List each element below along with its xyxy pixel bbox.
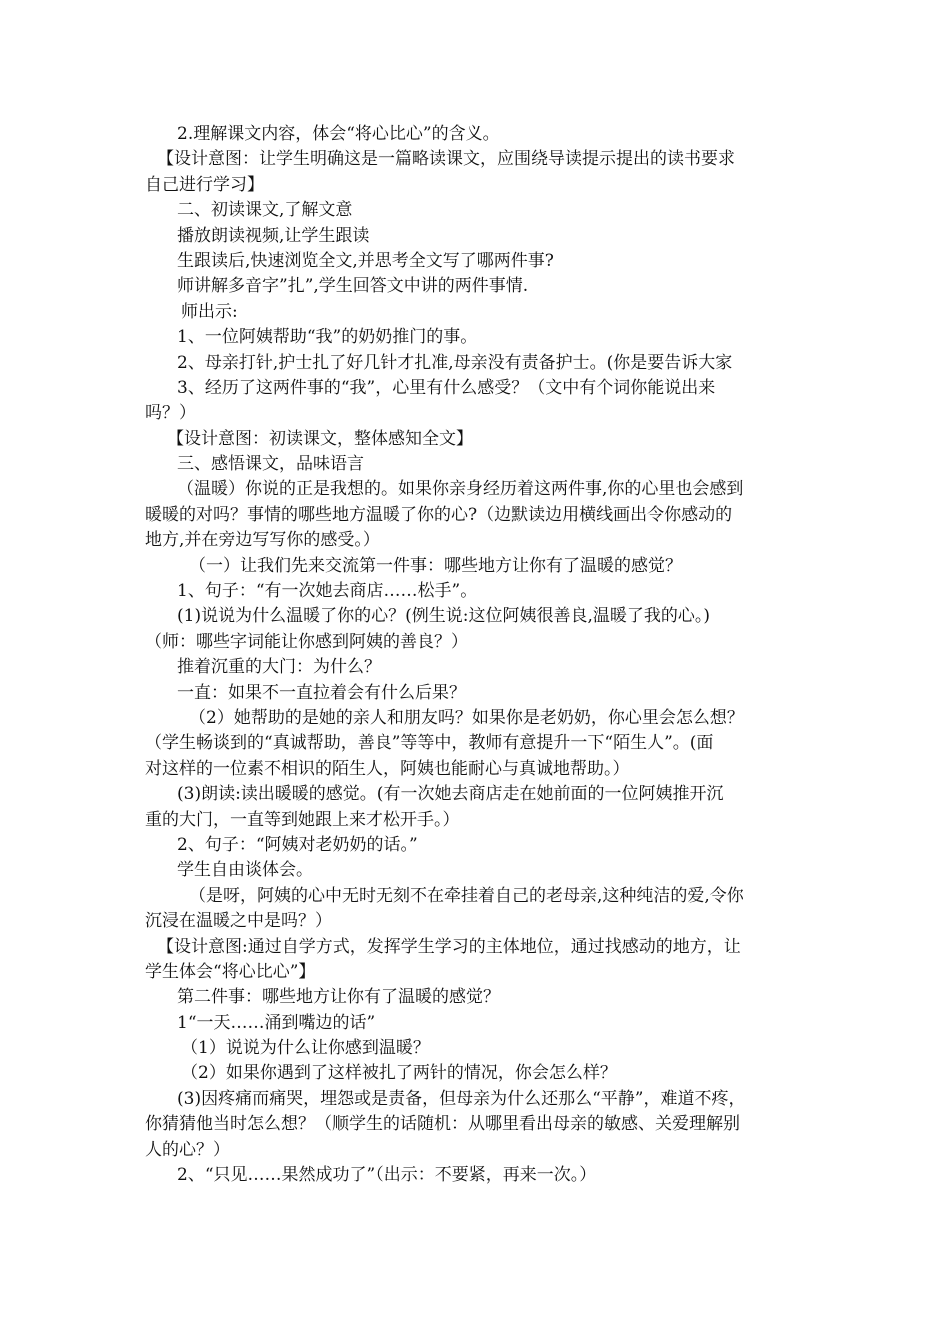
text-line: （1）说说为什么让你感到温暖？ xyxy=(181,1038,430,1059)
text-line: 师讲解多音字”扎”,学生回答文中讲的两件事情. xyxy=(177,276,529,297)
text-line: (3)因疼痛而痛哭，埋怨或是责备，但母亲为什么还那么“平静”，难道不疼， xyxy=(177,1088,746,1109)
text-line: （2）如果你遇到了这样被扎了两针的情况，你会怎么样？ xyxy=(181,1063,617,1084)
text-line: 【设计意图：初读课文，整体感知全文】 xyxy=(167,428,473,449)
text-line: 2、“只见……果然成功了”（出示：不要紧，再来一次。） xyxy=(177,1165,597,1186)
text-line: 学生自由谈体会。 xyxy=(177,860,313,881)
text-line: 生跟读后,快速浏览全文,并思考全文写了哪两件事? xyxy=(177,250,554,271)
text-line: 【设计意图：让学生明确这是一篇略读课文，应围绕导读提示提出的读书要求 xyxy=(157,149,735,170)
text-line: 自己进行学习】 xyxy=(145,174,264,195)
text-line: (3)朗读:读出暖暖的感觉。(有一次她去商店走在她前面的一位阿姨推开沉 xyxy=(177,784,724,805)
text-line: 地方,并在旁边写写你的感受。） xyxy=(145,530,380,551)
text-line: 师出示: xyxy=(181,301,238,322)
text-line: 1“一天……涌到嘴边的话” xyxy=(177,1012,376,1033)
text-line: （是呀，阿姨的心中无时无刻不在牵挂着自己的老母亲,这种纯洁的爱,令你 xyxy=(189,885,744,906)
text-line: 3、经历了这两件事的“我”，心里有什么感受？（文中有个词你能说出来 xyxy=(177,377,716,398)
text-line: 二、初读课文,了解文意 xyxy=(177,200,353,221)
text-line: (1)说说为什么温暖了你的心？(例生说:这位阿姨很善良,温暖了我的心。) xyxy=(177,606,710,627)
text-line: 学生体会“将心比心”】 xyxy=(145,961,316,982)
text-line: 1、句子：“有一次她去商店……松手”。 xyxy=(177,581,478,602)
document-body xyxy=(145,122,815,1188)
text-line: 推着沉重的大门：为什么？ xyxy=(177,657,381,678)
text-line: 一直：如果不一直拉着会有什么后果？ xyxy=(177,682,466,703)
text-line: 2、母亲打针,护士扎了好几针才扎准,母亲没有责备护士。(你是要告诉大家 xyxy=(177,352,733,373)
text-line: 【设计意图:通过自学方式，发挥学生学习的主体地位，通过找感动的地方，让 xyxy=(157,936,741,957)
text-line: 沉浸在温暖之中是吗？） xyxy=(145,911,332,932)
text-line: 第二件事：哪些地方让你有了温暖的感觉？ xyxy=(177,987,500,1008)
text-line: （学生畅谈到的“真诚帮助，善良”等等中，教师有意提升一下“陌生人”。(面 xyxy=(145,733,714,754)
text-line: 人的心？） xyxy=(145,1139,230,1160)
text-line: 你猜猜他当时怎么想？（顺学生的话随机：从哪里看出母亲的敏感、关爱理解别 xyxy=(145,1114,740,1135)
text-line: （温暖）你说的正是我想的。如果你亲身经历着这两件事,你的心里也会感到 xyxy=(177,479,744,500)
text-line: 1、一位阿姨帮助“我”的奶奶推门的事。 xyxy=(177,327,478,348)
text-line: 三、感悟课文，品味语言 xyxy=(177,454,364,475)
text-line: 吗？） xyxy=(145,403,196,424)
text-line: 对这样的一位素不相识的陌生人，阿姨也能耐心与真诚地帮助。） xyxy=(145,758,630,779)
text-line: （一）让我们先来交流第一件事：哪些地方让你有了温暖的感觉？ xyxy=(189,555,682,576)
text-line: （师：哪些字词能让你感到阿姨的善良？） xyxy=(145,631,468,652)
text-line: 播放朗读视频,让学生跟读 xyxy=(177,225,370,246)
text-line: 暖暖的对吗？事情的哪些地方温暖了你的心?（边默读边用横线画出令你感动的 xyxy=(145,504,733,525)
text-line: 重的大门，一直等到她跟上来才松开手。） xyxy=(145,809,460,830)
text-line: 2、句子：“阿姨对老奶奶的话。” xyxy=(177,834,418,855)
text-line: （2）她帮助的是她的亲人和朋友吗？如果你是老奶奶，你心里会怎么想？ xyxy=(189,707,744,728)
text-line: 2.理解课文内容，体会“将心比心”的含义。 xyxy=(177,124,500,144)
